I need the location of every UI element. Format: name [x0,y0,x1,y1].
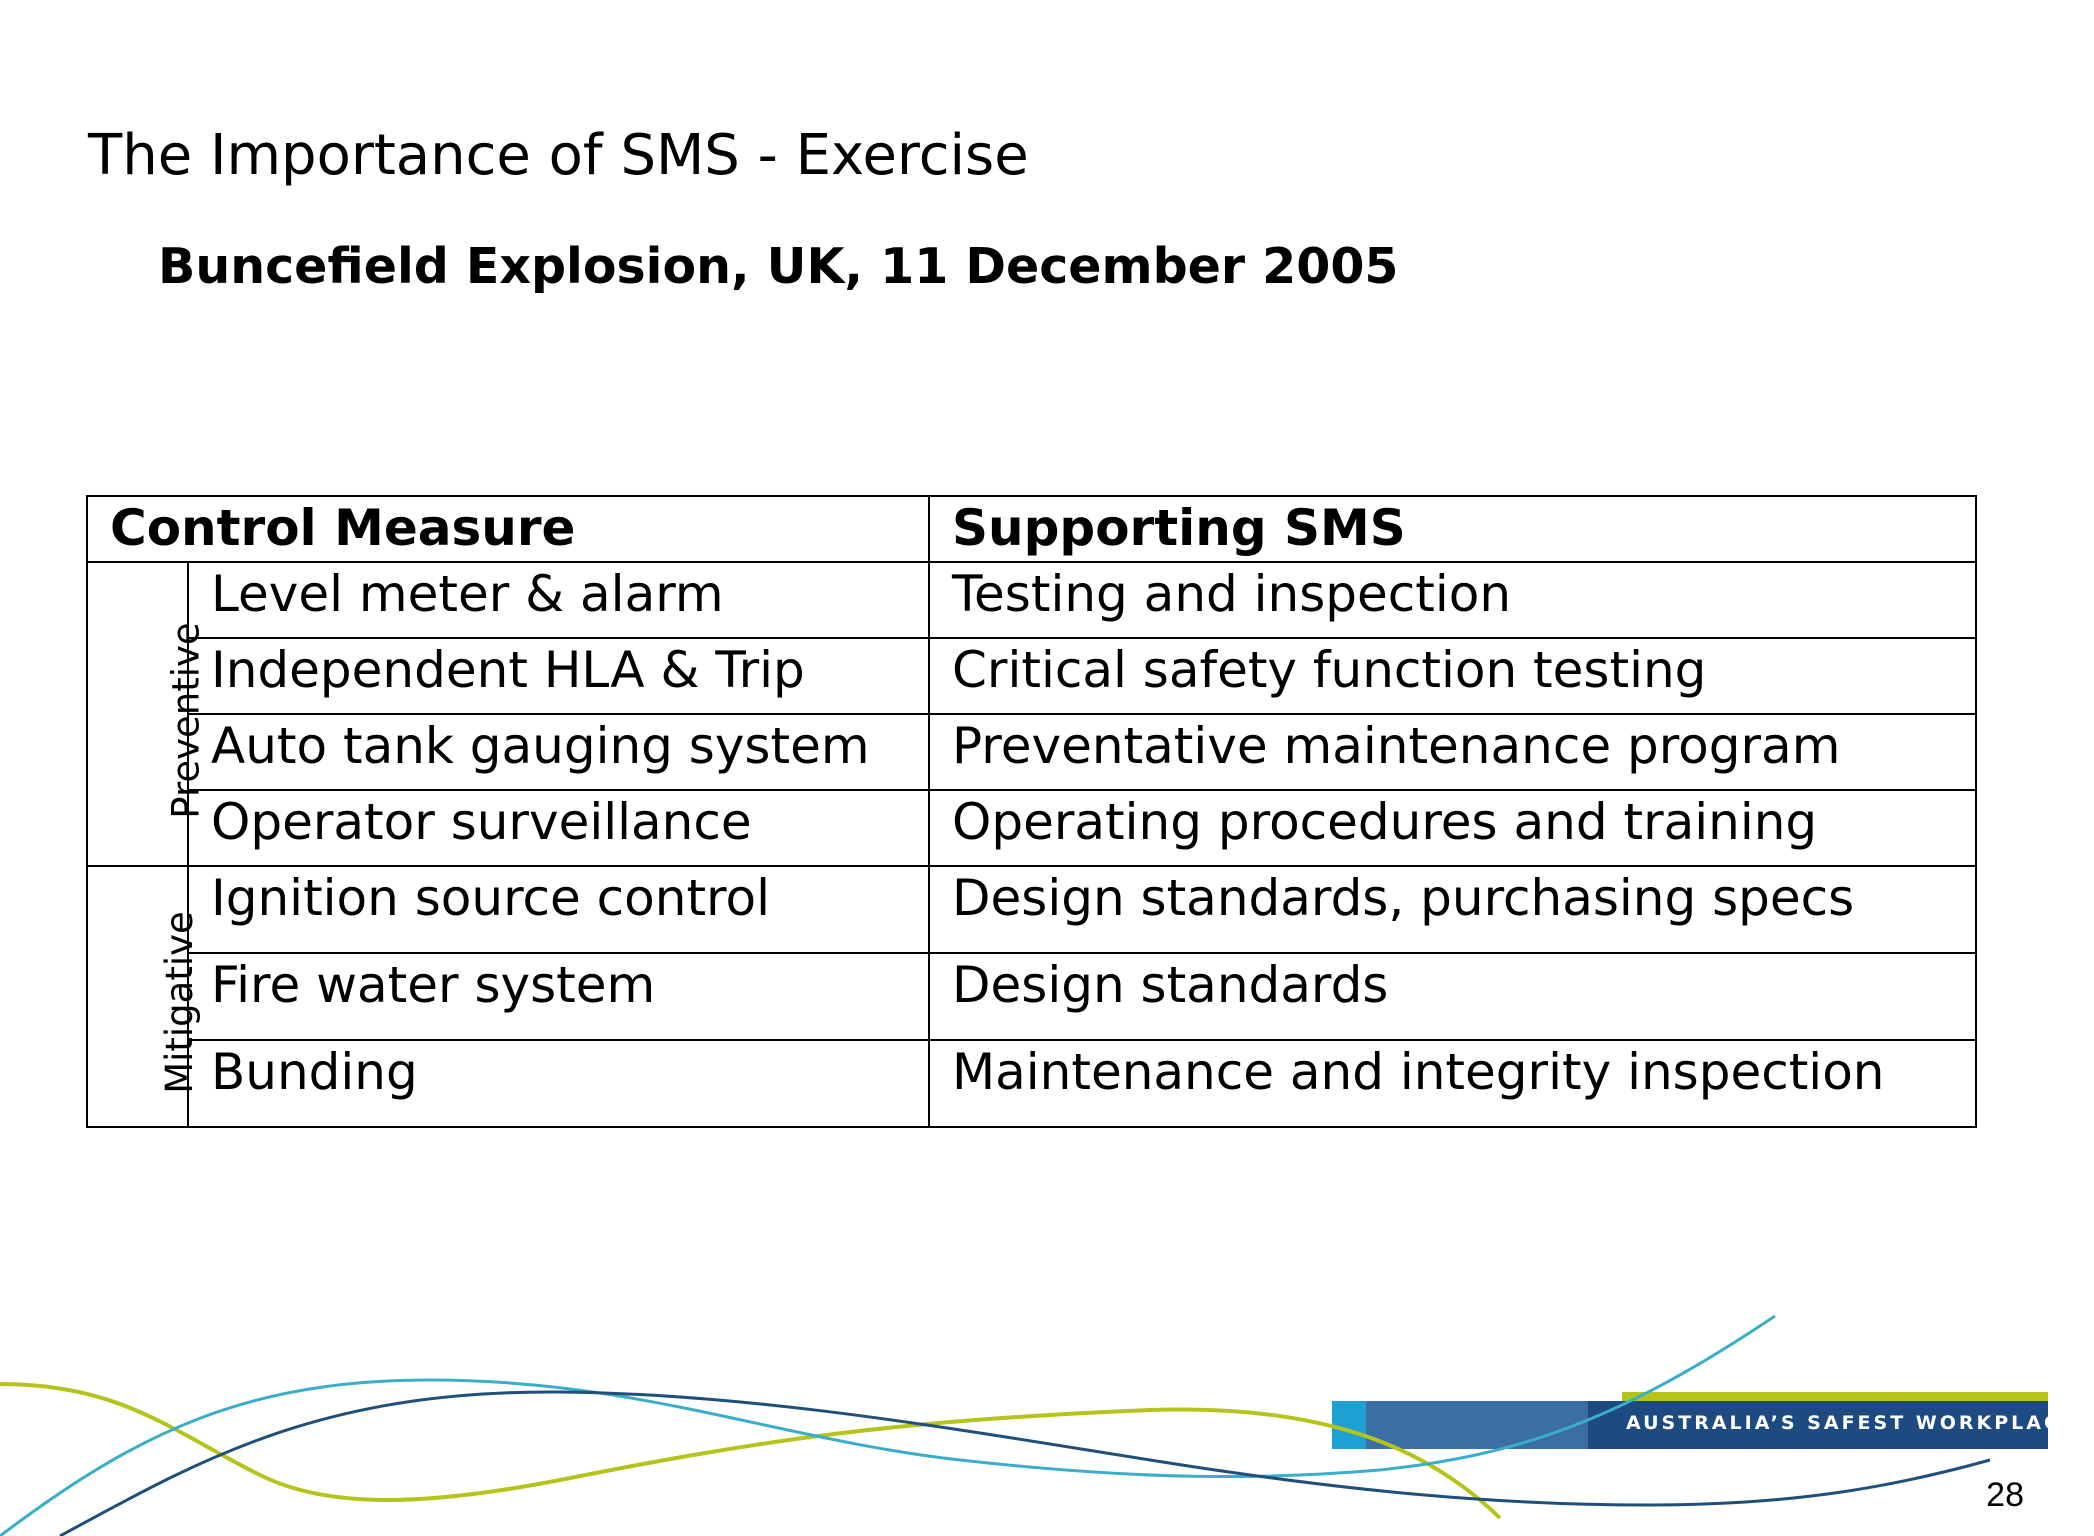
control-cell: Independent HLA & Trip [188,638,929,714]
control-cell: Operator surveillance [188,790,929,866]
brand-bar-mid [1366,1401,1588,1449]
table-row [87,638,1976,714]
table-row [87,953,1976,1040]
header-control-measure: Control Measure [87,496,929,562]
slide-title: The Importance of SMS - Exercise [88,123,1029,188]
slide-subtitle: Buncefield Explosion, UK, 11 December 2005 [158,238,1399,295]
control-cell: Auto tank gauging system [188,714,929,790]
brand-bar-light [1332,1401,1366,1449]
sms-cell: Design standards [929,953,1976,1040]
group-label-mitigative: Mitigative [157,911,201,1094]
sms-cell: Operating procedures and training [929,790,1976,866]
group-preventive [87,562,208,866]
table-row [87,562,1976,638]
brand-bar-top-line [1622,1392,2048,1401]
table-row [87,714,1976,790]
sms-cell: Maintenance and integrity inspection [929,1040,1976,1127]
table-header-row [87,496,1976,562]
sms-cell: Critical safety function testing [929,638,1976,714]
header-supporting-sms: Supporting SMS [929,496,1976,562]
group-label-preventive: Preventive [164,621,208,819]
table-row [87,866,1976,953]
control-cell: Fire water system [188,953,929,1040]
group-mitigative [87,866,201,1127]
sms-cell: Preventative maintenance program [929,714,1976,790]
brand-tagline: AUSTRALIA’S SAFEST WORKPLACES [1626,1412,2094,1434]
control-cell: Level meter & alarm [188,562,929,638]
control-cell: Bunding [188,1040,929,1127]
sms-cell: Testing and inspection [929,562,1976,638]
page-number: 28 [1986,1476,2024,1514]
sms-cell: Design standards, purchasing specs [929,866,1976,953]
table-row [87,1040,1976,1127]
control-measures-table [86,495,1977,1128]
table-row [87,790,1976,866]
control-cell: Ignition source control [188,866,929,953]
